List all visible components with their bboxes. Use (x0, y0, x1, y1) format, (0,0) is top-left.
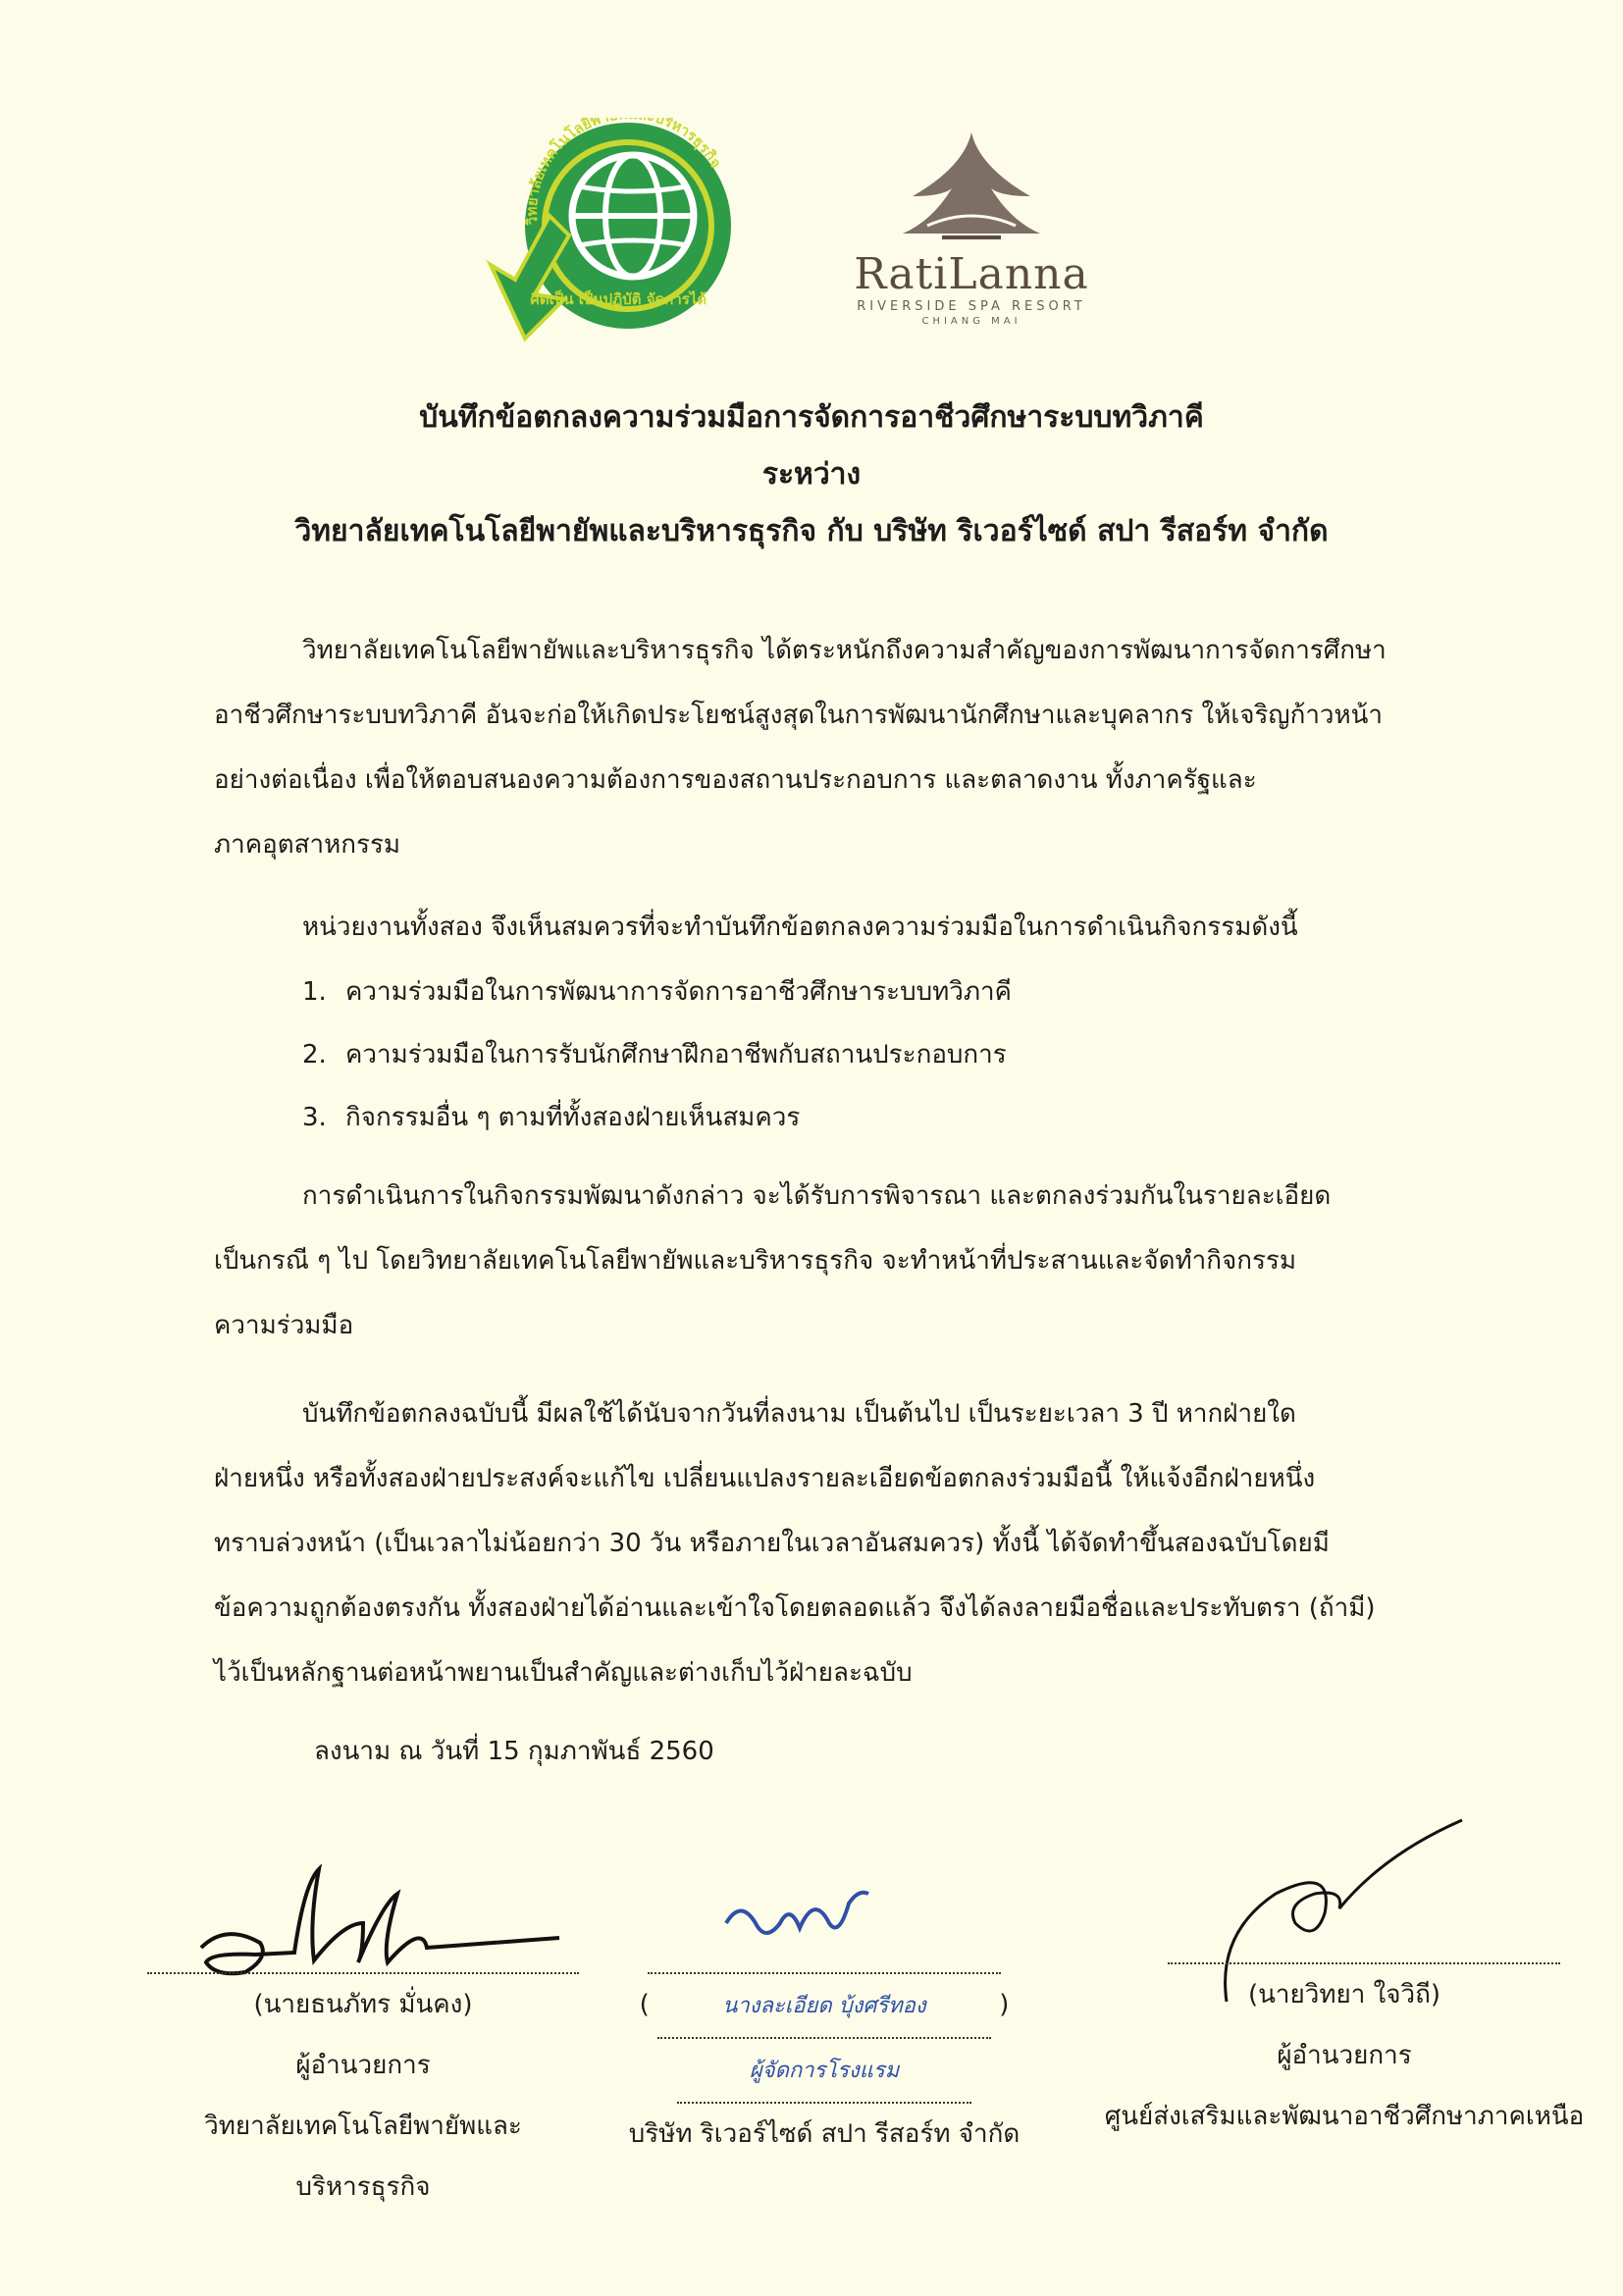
signer-organization: ศูนย์ส่งเสริมและพัฒนาอาชีวศึกษาภาคเหนือ (1104, 2102, 1585, 2131)
signer-position-handwritten: ผู้จัดการโรงแรม (677, 2041, 971, 2104)
document-title-line3: วิทยาลัยเทคโนโลยีพายัพและบริหารธุรกิจ กับ บริษัท ริเวอร์ไซด์ สปา รีสอร์ท จำกัด (294, 514, 1329, 548)
college-logo-graphic (471, 118, 736, 343)
document-title-line2: ระหว่าง (761, 457, 862, 492)
list-item-number: 2. (302, 1040, 327, 1070)
temple-roof-icon (873, 128, 1070, 245)
signature-block-right (1089, 1923, 1599, 2147)
list-item-number: 3. (302, 1103, 327, 1132)
resort-logo-name: RatiLanna (854, 249, 1089, 299)
list-item-number: 1. (302, 977, 327, 1007)
paragraph-1-line-4: ภาคอุตสาหกรรม (214, 830, 401, 860)
signing-date: ลงนาม ณ วันที่ 15 กุมภาพันธ์ 2560 (314, 1737, 714, 1766)
paragraph-4-line-3: ทราบล่วงหน้า (เป็นเวลาไม่น้อยกว่า 30 วัน หรือภายในเวลาอันสมควร) ทั้งนี้ ได้จัดทำขึ้นสองฉบับโดยมี (214, 1529, 1330, 1558)
paragraph-3-line-3: ความร่วมมือ (214, 1311, 354, 1340)
paragraph-1-line-1: วิทยาลัยเทคโนโลยีพายัพและบริหารธุรกิจ ได้ตระหนักถึงความสำคัญของการพัฒนาการจัดการศึกษา (302, 636, 1387, 665)
paragraph-2-intro: หน่วยงานทั้งสอง จึงเห็นสมควรที่จะทำบันทึกข้อตกลงความร่วมมือในการดำเนินกิจกรรมดังนี้ (302, 913, 1298, 942)
list-item-text: กิจกรรมอื่น ๆ ตามที่ทั้งสองฝ่ายเห็นสมควร (345, 1103, 801, 1132)
resort-logo-city: CHIANG MAI (921, 316, 1021, 327)
signer-name: (นายธนภัทร มั่นคง) (253, 1990, 473, 2019)
paragraph-4-line-4: ข้อความถูกต้องตรงกัน ทั้งสองฝ่ายได้อ่านและเข้าใจโดยตลอดแล้ว จึงได้ลงลายมือชื่อและประทับตรา (ถ้ามี) (214, 1593, 1376, 1623)
signer-organization: บริษัท ริเวอร์ไซด์ สปา รีสอร์ท จำกัด (628, 2119, 1021, 2149)
signer-name: (นายวิทยา ใจวิถี) (1247, 1980, 1440, 2009)
signer-position: ผู้อำนวยการ (1277, 2041, 1412, 2070)
signer-organization: วิทยาลัยเทคโนโลยีพายัพและบริหารธุรกิจ (204, 2112, 522, 2202)
paragraph-1-line-3: อย่างต่อเนื่อง เพื่อให้ตอบสนองความต้องการของสถานประกอบการ และตลาดงาน ทั้งภาครัฐและ (214, 765, 1257, 795)
signature-line (1168, 1923, 1560, 1964)
signer-name-handwritten: นางละเอียด บุ้งศรีทอง (657, 1976, 991, 2039)
resort-logo-subtitle: RIVERSIDE SPA RESORT (857, 299, 1086, 314)
document-title-line1: บันทึกข้อตกลงความร่วมมือการจัดการอาชีวศึกษาระบบทวิภาคี (419, 400, 1204, 435)
college-logo-top-text: วิทยาลัยเทคโนโลยีพ บริหารธุรกิจ (522, 118, 725, 227)
signer-position-row (608, 2039, 1040, 2104)
close-paren: ) (999, 1990, 1010, 2019)
resort-logo (810, 128, 1133, 343)
paragraph-3-line-2: เป็นกรณี ๆ ไป โดยวิทยาลัยเทคโนโลยีพายัพและบริหารธุรกิจ จะทำหน้าที่ประสานและจัดทำกิจกรรม (214, 1246, 1297, 1276)
college-logo (471, 118, 736, 343)
paragraph-4-line-2: ฝ่ายหนึ่ง หรือทั้งสองฝ่ายประสงค์จะแก้ไข เปลี่ยนแปลงรายละเอียดข้อตกลงร่วมมือนี้ ให้แจ้งอีกฝ่ายหนึ่ง (214, 1464, 1316, 1493)
signer-name-row (608, 1974, 1040, 2039)
signature-block-left (147, 1933, 579, 2218)
list-item-text: ความร่วมมือในการรับนักศึกษาฝึกอาชีพกับสถานประกอบการ (345, 1040, 1007, 1070)
list-item (302, 964, 1012, 1020)
list-item (302, 1026, 1007, 1083)
paragraph-4-line-5: ไว้เป็นหลักฐานต่อหน้าพยานเป็นสำคัญและต่างเก็บไว้ฝ่ายละฉบับ (214, 1658, 913, 1688)
paragraph-3-line-1: การดำเนินการในกิจกรรมพัฒนาดังกล่าว จะได้รับการพิจารณา และตกลงร่วมกันในรายละเอียด (302, 1181, 1332, 1211)
list-item-text: ความร่วมมือในการพัฒนาการจัดการอาชีวศึกษาระบบทวิภาคี (345, 977, 1012, 1007)
paragraph-4-line-1: บันทึกข้อตกลงฉบับนี้ มีผลใช้ได้นับจากวันที่ลงนาม เป็นต้นไป เป็นระยะเวลา 3 ปี หากฝ่ายใด (302, 1399, 1296, 1429)
college-logo-motto: คิดเป็น เป็นปฏิบัติ จัดการได้ (529, 290, 707, 308)
signature-line (648, 1933, 1001, 1974)
list-item (302, 1089, 800, 1146)
signature-line (147, 1933, 579, 1974)
open-paren: ( (639, 1990, 650, 2019)
signer-position: ผู้อำนวยการ (295, 2051, 431, 2080)
paragraph-1-line-2: อาชีวศึกษาระบบทวิภาคี อันจะก่อให้เกิดประโยชน์สูงสุดในการพัฒนานักศึกษาและบุคลากร ให้เจริญก้าวหน้า (214, 701, 1384, 730)
signature-block-middle (608, 1933, 1040, 2165)
